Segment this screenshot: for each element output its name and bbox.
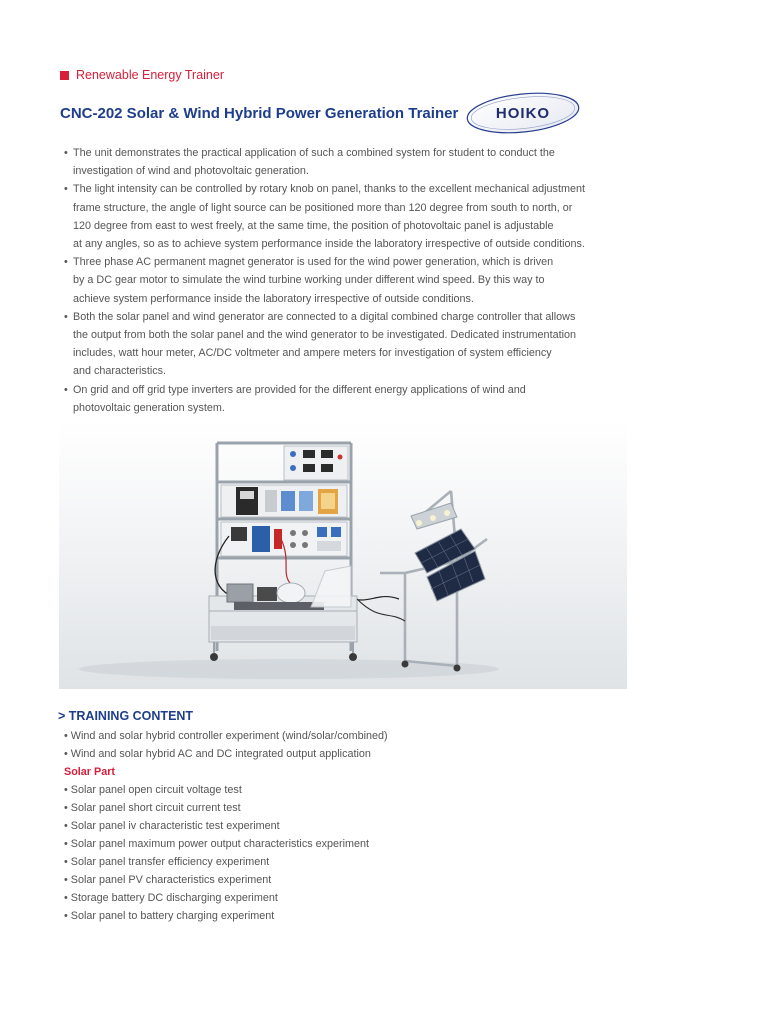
solar-part-heading: Solar Part bbox=[64, 766, 116, 778]
bullet-line: 120 degree from east to west freely, at the same time, the position of photovoltaic panel is adjustable bbox=[73, 219, 554, 232]
bullet-line: achieve system performance inside the laboratory irrespective of outside conditions. bbox=[73, 292, 474, 305]
page-title: CNC-202 Solar & Wind Hybrid Power Generation Trainer bbox=[60, 104, 459, 122]
list-item: • Wind and solar hybrid controller experiment (wind/solar/combined) bbox=[64, 730, 388, 742]
list-item: • Solar panel short circuit current test bbox=[64, 802, 241, 814]
bullet-item bbox=[64, 144, 644, 180]
bullet-line: by a DC gear motor to simulate the wind turbine working under different wind speed. By this way to bbox=[73, 274, 545, 287]
bullet-line: at any angles, so as to achieve system performance inside the laboratory irrespective of outside conditions. bbox=[73, 238, 585, 251]
bullet-line: Both the solar panel and wind generator are connected to a digital combined charge controller that allows bbox=[73, 310, 576, 323]
feature-bullets bbox=[64, 144, 644, 417]
list-item: • Storage battery DC discharging experiment bbox=[64, 892, 278, 904]
list-item-text: Solar panel PV characteristics experiment bbox=[70, 874, 272, 886]
list-item: • Solar panel open circuit voltage test bbox=[64, 784, 242, 796]
section-tag bbox=[60, 67, 224, 83]
list-item: • Solar panel maximum power output characteristics experiment bbox=[64, 838, 370, 850]
bullet-line: The light intensity can be controlled by rotary knob on panel, thanks to the excellent mechanical adjustment bbox=[73, 183, 585, 196]
list-item: • Solar panel PV characteristics experiment bbox=[64, 874, 272, 886]
product-photo bbox=[59, 421, 627, 689]
bullet-item bbox=[64, 308, 644, 381]
bullet-line: The unit demonstrates the practical application of such a combined system for student to conduct the bbox=[73, 147, 555, 159]
bullet-item bbox=[64, 381, 644, 417]
bullet-item bbox=[64, 253, 644, 308]
bullet-line: frame structure, the angle of light source can be positioned more than 120 degree from south to north, or bbox=[73, 201, 573, 214]
list-item-text: Solar panel iv characteristic test experiment bbox=[70, 820, 280, 832]
section-tag-label: Renewable Energy Trainer bbox=[76, 68, 224, 82]
bullet-line: On grid and off grid type inverters are provided for the different energy applications of wind and bbox=[73, 383, 526, 396]
brand-logo bbox=[464, 90, 582, 136]
bullet-line: the output from both the solar panel and the wind generator to be investigated. Dedicated instrumentation bbox=[73, 329, 576, 342]
list-item-text: Solar panel short circuit current test bbox=[70, 802, 241, 814]
bullet-line: investigation of wind and photovoltaic generation. bbox=[73, 165, 309, 178]
list-item-text: Solar panel transfer efficiency experiment bbox=[70, 856, 270, 868]
list-item-text: Wind and solar hybrid controller experiment (wind/solar/combined) bbox=[70, 730, 388, 742]
bullet-dot: • bbox=[64, 383, 68, 396]
bullet-line: and characteristics. bbox=[73, 365, 167, 378]
square-bullet-icon bbox=[60, 71, 69, 80]
training-content-heading: > TRAINING CONTENT bbox=[58, 709, 194, 723]
list-item-text: Solar panel maximum power output characteristics experiment bbox=[70, 838, 370, 850]
bullet-dot: • bbox=[64, 147, 68, 159]
svg-text:HOIKO: HOIKO bbox=[496, 105, 551, 122]
list-item: • Solar panel iv characteristic test experiment bbox=[64, 820, 280, 832]
list-item-text: Wind and solar hybrid AC and DC integrated output application bbox=[70, 748, 371, 760]
training-content-list bbox=[64, 727, 624, 925]
title-row bbox=[60, 90, 582, 136]
solar-panels bbox=[415, 529, 485, 601]
list-item-text: Storage battery DC discharging experiment bbox=[70, 892, 278, 904]
bullet-dot: • bbox=[64, 256, 68, 269]
bullet-dot: • bbox=[64, 310, 68, 323]
bullet-item bbox=[64, 180, 644, 253]
list-item: • Solar panel transfer efficiency experiment bbox=[64, 856, 270, 868]
list-item: • Wind and solar hybrid AC and DC integrated output application bbox=[64, 748, 371, 760]
list-item: • Solar panel to battery charging experiment bbox=[64, 910, 275, 922]
bullet-line: Three phase AC permanent magnet generator is used for the wind power generation, which is driven bbox=[73, 256, 554, 269]
list-item-text: Solar panel to battery charging experiment bbox=[70, 910, 275, 922]
bullet-line: includes, watt hour meter, AC/DC voltmeter and ampere meters for investigation of system efficiency bbox=[73, 347, 552, 360]
list-item-text: Solar panel open circuit voltage test bbox=[70, 784, 242, 796]
trainer-illustration bbox=[59, 421, 627, 689]
bullet-line: photovoltaic generation system. bbox=[73, 401, 225, 414]
bullet-dot: • bbox=[64, 183, 68, 196]
hoiko-logo-icon bbox=[464, 90, 582, 136]
